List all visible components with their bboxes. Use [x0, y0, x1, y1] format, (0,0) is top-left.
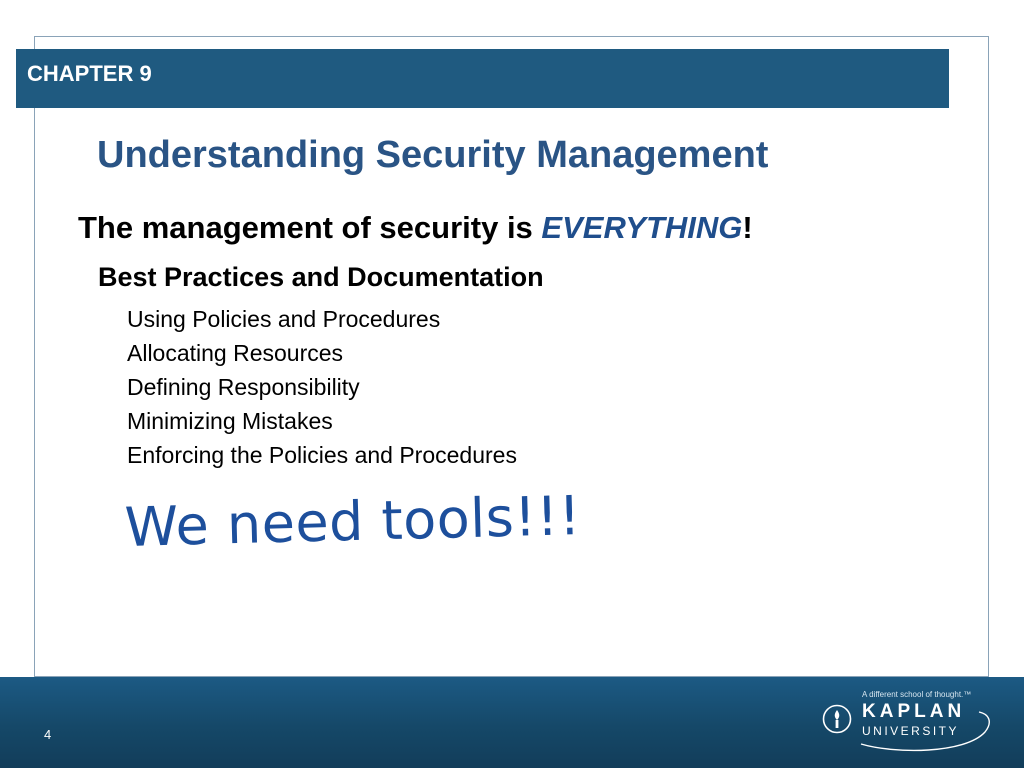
logo-kaplan-text: KAPLAN: [862, 701, 966, 722]
bullet-item: Minimizing Mistakes: [127, 408, 333, 434]
bullet-list: [127, 302, 517, 472]
logo-university-text: UNIVERSITY: [862, 724, 960, 738]
main-point: [78, 210, 753, 246]
main-point-suffix: !: [742, 210, 753, 245]
handwritten-note: We need tools!!!: [124, 484, 582, 559]
page-number: 4: [44, 727, 52, 742]
main-point-prefix: The management of security is: [78, 210, 542, 245]
chapter-label: CHAPTER 9: [27, 61, 152, 86]
lamp-flame-icon: [822, 704, 852, 734]
bullet-item: Allocating Resources: [127, 340, 344, 366]
bullet-item: Using Policies and Procedures: [127, 306, 441, 332]
main-point-emphasis: EVERYTHING: [541, 210, 743, 245]
chapter-header-bar: [16, 49, 949, 108]
bullet-item: Enforcing the Policies and Procedures: [127, 442, 517, 468]
footer-tagline: A different school of thought.™: [862, 690, 972, 699]
slide-title: Understanding Security Management: [97, 134, 769, 176]
bullet-item: Defining Responsibility: [127, 374, 360, 400]
logo-swoosh-shape: [855, 708, 995, 754]
sub-heading: Best Practices and Documentation: [98, 262, 544, 292]
